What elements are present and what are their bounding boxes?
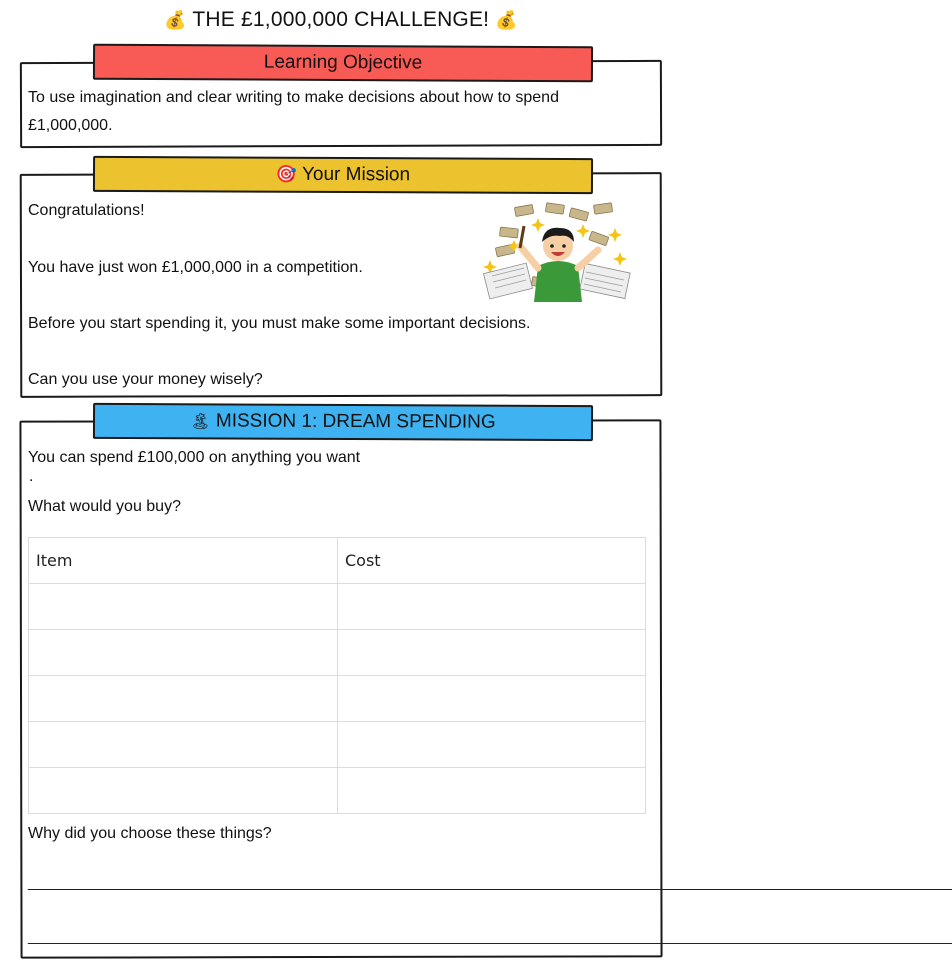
why-question: Why did you choose these things? <box>28 825 272 842</box>
cost-cell[interactable] <box>338 676 646 722</box>
table-row <box>29 584 646 630</box>
table-row <box>29 630 646 676</box>
mission1-banner <box>93 403 593 441</box>
table-header-item: Item <box>29 538 338 584</box>
mission-text-3: Before you start spending it, you must make some important decisions. <box>28 315 531 332</box>
mission-heading: Your Mission <box>301 163 411 186</box>
mission1-text-2: What would you buy? <box>28 498 181 515</box>
money-bag-icon: 💰 <box>164 10 187 30</box>
objective-text-1: To use imagination and clear writing to make decisions about how to spend <box>28 89 559 106</box>
title-text: THE £1,000,000 CHALLENGE! <box>192 8 490 31</box>
item-cell[interactable] <box>29 768 338 814</box>
money-bag-icon: 💰 <box>495 10 518 30</box>
cost-cell[interactable] <box>338 630 646 676</box>
item-cell[interactable] <box>29 584 338 630</box>
answer-line-2[interactable]: ______________________________________________________________________________________________________________ <box>28 928 952 945</box>
cost-cell[interactable] <box>338 722 646 768</box>
page-title <box>0 8 682 32</box>
table-header-row <box>29 538 646 584</box>
target-icon: 🎯 <box>275 164 298 184</box>
mission-text-2: You have just won £1,000,000 in a competition. <box>28 259 363 276</box>
item-cell[interactable] <box>29 630 338 676</box>
mission1-dot: . <box>29 468 34 485</box>
table-row <box>29 768 646 814</box>
mission1-heading: MISSION 1: DREAM SPENDING <box>215 410 496 433</box>
cost-cell[interactable] <box>338 768 646 814</box>
table-row <box>29 676 646 722</box>
spending-table <box>28 537 646 814</box>
item-cell[interactable] <box>29 676 338 722</box>
objective-text-2: £1,000,000. <box>28 117 113 134</box>
objective-banner <box>93 44 593 83</box>
answer-line-1[interactable]: ______________________________________________________________________________________________________________ <box>28 874 952 891</box>
island-icon: 🏝 <box>190 413 211 431</box>
mission-text-1: Congratulations! <box>28 202 145 219</box>
cost-cell[interactable] <box>338 584 646 630</box>
mission1-text-1: You can spend £100,000 on anything you want <box>28 449 361 466</box>
objective-heading: Learning Objective <box>263 51 423 74</box>
person-celebrating-money-illustration <box>480 198 636 302</box>
table-row <box>29 722 646 768</box>
table-header-cost: Cost <box>338 538 646 584</box>
item-cell[interactable] <box>29 722 338 768</box>
mission-banner <box>93 156 593 194</box>
mission-text-4: Can you use your money wisely? <box>28 371 263 388</box>
